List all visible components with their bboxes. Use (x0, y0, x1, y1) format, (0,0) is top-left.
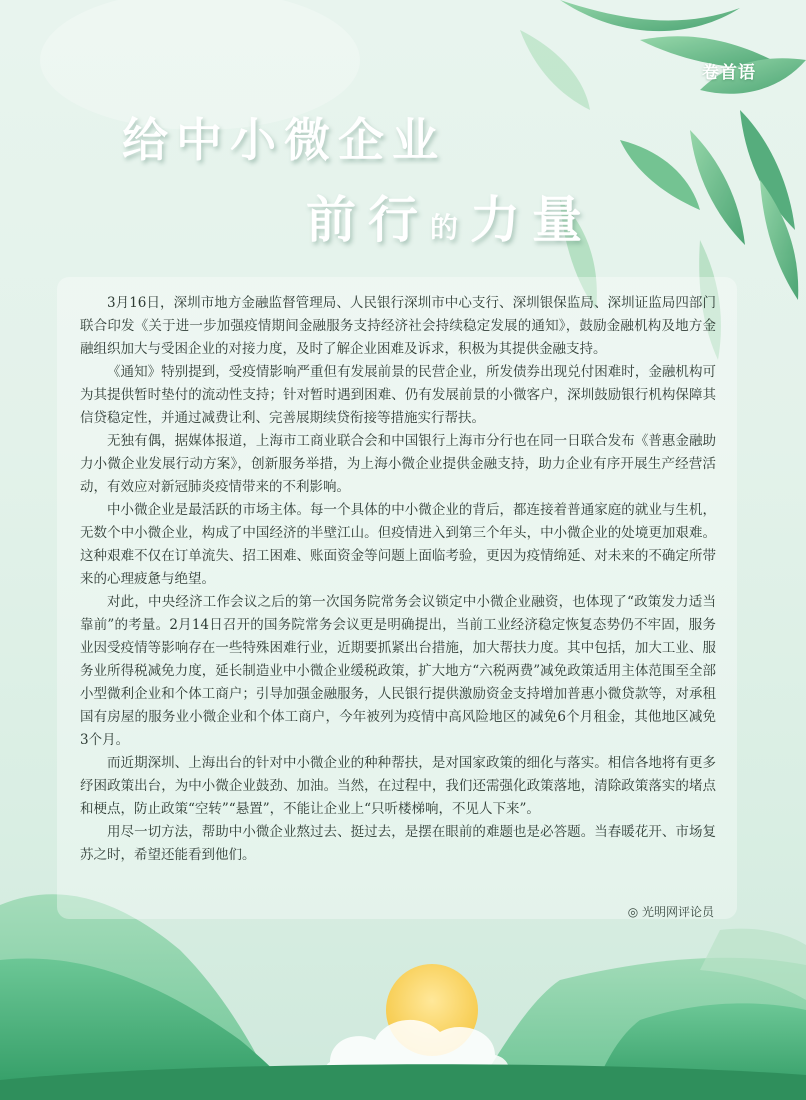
paragraph: 用尽一切方法，帮助中小微企业熬过去、挺过去，是摆在眼前的难题也是必答题。当春暖花开、市场复苏之时，希望还能看到他们。 (80, 824, 716, 863)
page-title-line1: 给中小微企业 (122, 113, 446, 167)
author-credit: ◎ 光明网评论员 (627, 905, 714, 919)
section-label: 卷首语 (702, 63, 756, 83)
title-part-c: 力量 (470, 191, 595, 249)
paragraph: 3月16日，深圳市地方金融监督管理局、人民银行深圳市中心支行、深圳银保监局、深圳证监局四部门联合印发《关于进一步加强疫情期间金融服务支持经济社会持续稳定发展的通知》，鼓励金融机构及地方金融组织加大与受困企业的对接力度，及时了解企业困难及诉求，积极为其提供金融支持。 (80, 295, 716, 357)
paragraph: 中小微企业是最活跃的市场主体。每一个具体的中小微企业的背后，都连接着普通家庭的就业与生机，无数个中小微企业，构成了中国经济的半壁江山。但疫情进入到第三个年头，中小微企业的处境更加艰难。这种艰难不仅在订单流失、招工困难、账面资金等问题上面临考验，更因为疫情绵延、对未来的不确定所带来的心理疲惫与绝望。 (80, 502, 716, 587)
paragraph: 而近期深圳、上海出台的针对中小微企业的种种帮扶，是对国家政策的细化与落实。相信各地将有更多纾困政策出台，为中小微企业鼓劲、加油。当然，在过程中，我们还需强化政策落地，清除政策落实的堵点和梗点，防止政策“空转”“悬置”，不能让企业上“只听楼梯响，不见人下来”。 (80, 755, 716, 817)
title-part-b: 的 (430, 211, 471, 244)
page-title-line2 (306, 180, 594, 252)
title-part-a: 前行 (306, 191, 430, 249)
article-body (80, 292, 716, 867)
paragraph: 无独有偶，据媒体报道，上海市工商业联合会和中国银行上海市分行也在同一日联合发布《普惠金融助力小微企业发展行动方案》，创新服务举措，为上海小微企业提供金融支持，助力企业有序开展生产经营活动，有效应对新冠肺炎疫情带来的不利影响。 (80, 433, 716, 495)
paragraph: 《通知》特别提到，受疫情影响严重但有发展前景的民营企业，所发债券出现兑付困难时，金融机构可为其提供暂时垫付的流动性支持；针对暂时遇到困难、仍有发展前景的小微客户，深圳鼓励银行机构保障其信贷稳定性，并通过减费让利、完善展期续贷衔接等措施实行帮扶。 (80, 364, 716, 426)
paragraph: 对此，中央经济工作会议之后的第一次国务院常务会议锁定中小微企业融资，也体现了“政策发力适当靠前”的考量。2月14日召开的国务院常务会议更是明确提出，当前工业经济稳定恢复态势仍不牢固，服务业因受疫情等影响存在一些特殊困难行业，近期要抓紧出台措施，加大帮扶力度。其中包括，加大工业、服务业所得税减免力度，延长制造业中小微企业缓税政策，扩大地方“六税两费”减免政策适用主体范围至全部小型微利企业和个体工商户；引导加强金融服务，人民银行提供激励资金支持增加普惠小微贷款等，对承租国有房屋的服务业小微企业和个体工商户，今年被列为疫情中高风险地区的减免6个月租金，其他地区减免3个月。 (80, 594, 716, 748)
